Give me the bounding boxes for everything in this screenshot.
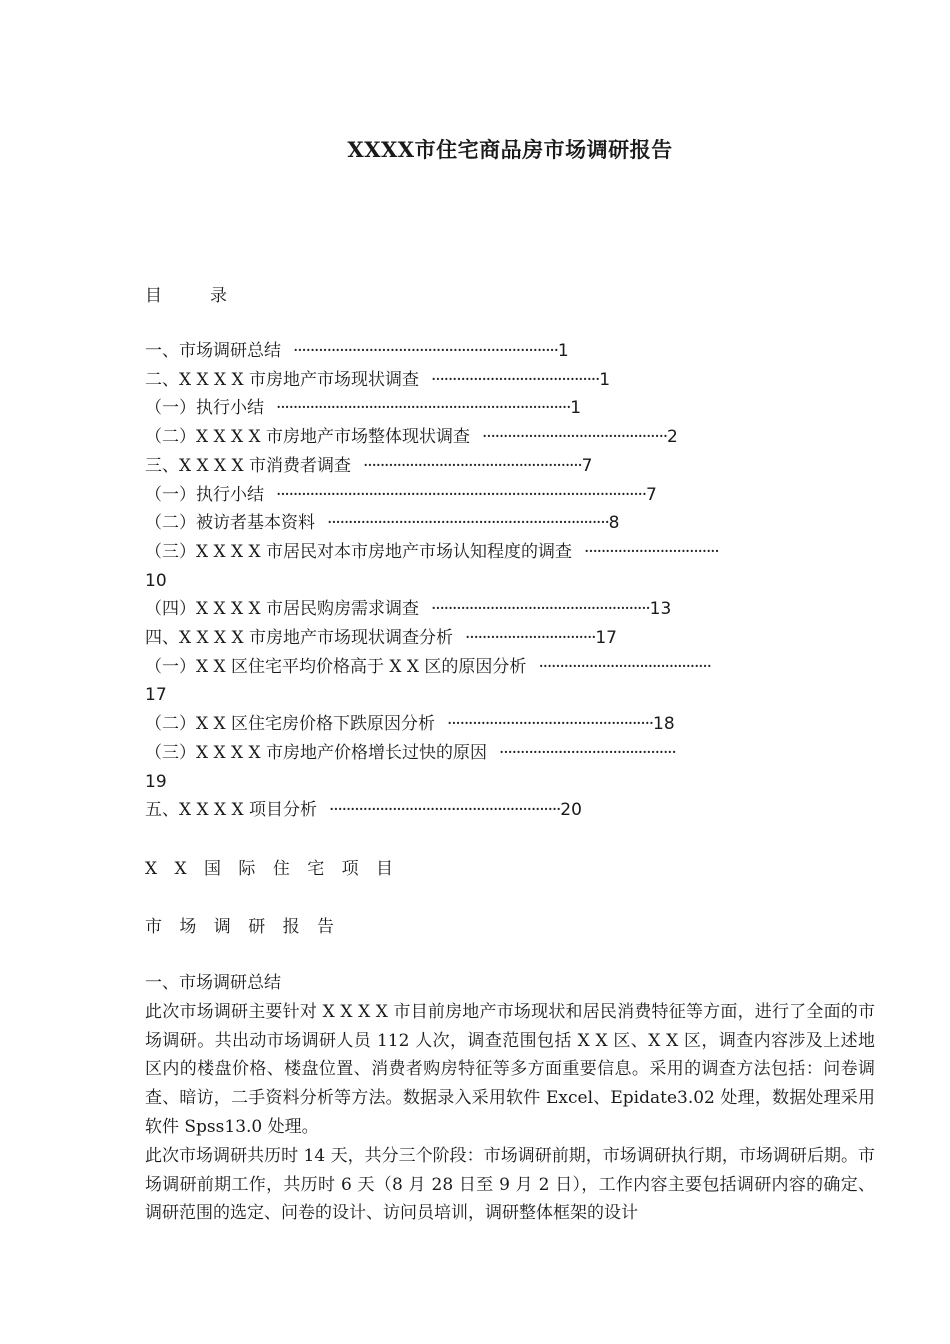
toc-entry[interactable] [145,423,880,452]
toc-entry-page: 17 [145,685,167,706]
toc-heading [145,281,227,306]
toc-entry[interactable] [145,681,880,710]
toc-heading-char-2: 录 [210,286,227,306]
toc-entry-leader: ······························· [465,628,596,649]
toc-entry-leader: ································ [584,541,719,562]
report-title: 市 场 调 研 报 告 [145,917,341,937]
toc-entry-page: 1 [599,369,611,390]
toc-entry-leader: ···················································· [431,599,650,620]
project-title: X X 国 际 住 宅 项 目 [145,859,400,879]
toc-entry-page: 8 [608,513,620,534]
toc-entry-label: （一）执行小结 [145,398,264,419]
toc-entry-leader: ··································································· [327,513,609,534]
toc-entry[interactable] [145,653,880,682]
toc-entry-leader: ········································ [431,369,600,390]
toc-entry-label: （二）X X X X 市房地产市场整体现状调查 [145,427,471,448]
toc-entry-page: 13 [649,599,672,620]
paragraph-2: 此次市场调研共历时 14 天，共分三个阶段：市场调研前期，市场调研执行期，市场调研后期。市场调研前期工作，共历时 6 天（8 月 28 日至 9 月 2 日），工作内容主要包括调研内容的确定、调研范围的选定、问卷的设计、访问员培训，调研整体框架的设计 [145,1145,875,1224]
toc-entry-label: （一）X X 区住宅平均价格高于 X X 区的原因分析 [145,656,527,677]
toc-entry-label: （三）X X X X 市房地产价格增长过快的原因 [145,742,488,763]
toc-entry[interactable] [145,366,880,395]
toc-entry-label: （一）执行小结 [145,484,264,505]
toc-entry-page: 19 [145,771,167,792]
toc-entry-label: 一、市场调研总结 [145,341,281,361]
toc-entry-page: 2 [667,427,678,448]
toc-entry[interactable] [145,796,880,825]
toc-entry-page: 17 [595,628,617,649]
paragraph-1: 此次市场调研主要针对 X X X X 市目前房地产市场现状和居民消费特征等方面，进行了全面的市场调研。共出动市场调研人员 112 人次，调查范围包括 X X 区、X X 区，调查内容涉及上述地区内的楼盘价格、楼盘位置、消费者购房特征等多方面重要信息。采用的调查方法包括：问卷调查、暗访，二手资料分析等方法。数据录入采用软件 Excel、Epidate3.02 处理，数据处理采用软件 Spss13.0 处理。 [145,1001,875,1137]
toc-entry-leader: ······························································· [293,341,558,361]
toc-entry-page: 7 [581,455,593,476]
toc-entry[interactable] [145,394,880,423]
toc-entry-leader: ················································· [447,714,654,735]
body-text [145,969,875,1228]
toc-entry-leader: ···················································· [363,455,582,476]
toc-entry[interactable] [145,481,880,510]
toc-entry-leader: ·········································· [499,742,676,763]
toc-entry-label: 四、X X X X 市房地产市场现状调查分析 [145,628,454,649]
toc-entry-page: 10 [145,570,167,591]
toc-entry[interactable] [145,567,880,596]
toc-entry-label: （四）X X X X 市居民购房需求调查 [145,599,420,620]
toc-entry-label: 三、X X X X 市消费者调查 [145,455,352,476]
toc-entry-page: 20 [560,800,582,821]
toc-entry-label: 五、X X X X 项目分析 [145,800,318,821]
toc-entry[interactable] [145,624,880,653]
toc-entry-label: （二）X X 区住宅房价格下跌原因分析 [145,714,436,735]
table-of-contents [145,337,880,825]
section-heading: 一、市场调研总结 [145,973,281,993]
toc-entry-page: 7 [645,484,657,505]
toc-heading-char-1: 目 [145,286,162,306]
toc-entry[interactable] [145,710,880,739]
document-title: XXXX市住宅商品房市场调研报告 [347,137,673,162]
toc-entry-label: （三）X X X X 市居民对本市房地产市场认知程度的调查 [145,541,573,562]
toc-entry-leader: ························································································ [276,484,646,505]
toc-entry[interactable] [145,337,880,366]
toc-entry-label: （二）被访者基本资料 [145,513,315,534]
toc-entry-page: 1 [557,341,569,361]
toc-entry-label: 二、X X X X 市房地产市场现状调查 [145,369,420,390]
toc-entry-leader: ······················································· [329,800,561,821]
toc-entry[interactable] [145,452,880,481]
toc-entry[interactable] [145,538,880,567]
toc-entry-leader: ········································· [538,656,711,677]
toc-entry-page: 1 [570,398,582,419]
toc-entry-leader: ············································ [482,427,667,448]
toc-entry-page: 18 [653,714,675,735]
toc-entry[interactable] [145,509,880,538]
toc-entry[interactable] [145,739,880,768]
toc-entry[interactable] [145,768,880,797]
toc-entry-leader: ······································································ [276,398,571,419]
toc-entry[interactable] [145,595,880,624]
